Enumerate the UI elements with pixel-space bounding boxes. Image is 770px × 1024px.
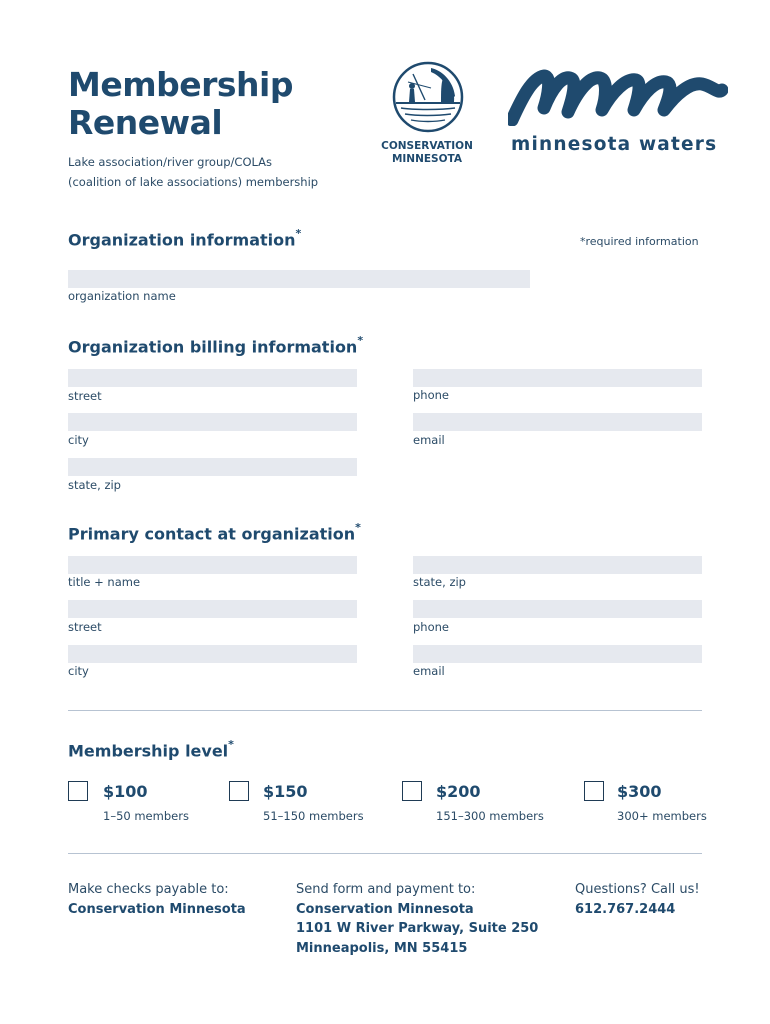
billing-phone-field[interactable] xyxy=(413,369,702,387)
level-members: 300+ members xyxy=(617,809,707,823)
page-title xyxy=(68,66,293,142)
send-street: 1101 W River Parkway, Suite 250 xyxy=(296,921,539,936)
checks-label: Make checks payable to: xyxy=(68,882,229,897)
contact-heading-text: Primary contact at organization xyxy=(68,524,356,544)
contact-street-label: street xyxy=(68,620,102,634)
cm-wordmark-line-2: MINNESOTA xyxy=(391,153,463,165)
minnesota-waters-wordmark: minnesota waters xyxy=(511,134,718,155)
level-price: $200 xyxy=(436,782,481,801)
required-note: *required information xyxy=(580,235,699,248)
level-price: $150 xyxy=(263,782,308,801)
required-asterisk: * xyxy=(228,738,234,751)
minnesota-waters-logo-icon xyxy=(508,68,728,126)
send-name: Conservation Minnesota xyxy=(296,901,474,917)
level-200-checkbox[interactable] xyxy=(402,781,422,801)
checks-block xyxy=(68,880,246,919)
billing-street-label: street xyxy=(68,389,102,403)
send-label: Send form and payment to: xyxy=(296,882,476,897)
level-300-checkbox[interactable] xyxy=(584,781,604,801)
questions-phone[interactable]: 612.767.2444 xyxy=(575,901,676,917)
contact-phone-label: phone xyxy=(413,620,449,634)
level-price: $300 xyxy=(617,782,662,801)
divider xyxy=(68,710,702,711)
billing-email-field[interactable] xyxy=(413,413,702,431)
org-info-heading-text: Organization information xyxy=(68,230,296,250)
contact-phone-field[interactable] xyxy=(413,600,702,618)
billing-heading-text: Organization billing information xyxy=(68,337,358,357)
contact-heading xyxy=(68,523,361,543)
level-100-checkbox[interactable] xyxy=(68,781,88,801)
contact-state-zip-label: state, zip xyxy=(413,575,466,589)
level-members: 1–50 members xyxy=(103,809,189,823)
title-line-1: Membership xyxy=(68,65,293,104)
contact-title-name-label: title + name xyxy=(68,575,141,589)
questions-label: Questions? Call us! xyxy=(575,882,700,897)
required-asterisk: * xyxy=(295,227,302,240)
contact-email-field[interactable] xyxy=(413,645,702,663)
membership-heading xyxy=(68,740,234,760)
billing-city-field[interactable] xyxy=(68,413,357,431)
level-price: $100 xyxy=(103,782,148,801)
billing-street-field[interactable] xyxy=(68,369,357,387)
org-name-field[interactable] xyxy=(68,270,530,288)
contact-street-field[interactable] xyxy=(68,600,357,618)
send-city: Minneapolis, MN 55415 xyxy=(296,940,468,956)
billing-state-zip-label: state, zip xyxy=(68,478,121,492)
billing-phone-label: phone xyxy=(413,388,449,402)
checks-payee: Conservation Minnesota xyxy=(68,901,246,917)
billing-heading xyxy=(68,336,363,356)
questions-block xyxy=(575,880,700,919)
org-info-heading xyxy=(68,229,301,249)
subtitle-line-2: (coalition of lake associations) membership xyxy=(68,175,319,189)
level-members: 51–150 members xyxy=(263,809,364,823)
subtitle-line-1: Lake association/river group/COLAs xyxy=(68,155,273,169)
title-line-2: Renewal xyxy=(68,103,223,142)
contact-email-label: email xyxy=(413,664,445,678)
level-150-checkbox[interactable] xyxy=(229,781,249,801)
divider xyxy=(68,853,702,854)
billing-state-zip-field[interactable] xyxy=(68,458,357,476)
conservation-minnesota-logo-icon xyxy=(391,60,465,134)
membership-heading-text: Membership level xyxy=(68,741,229,761)
org-name-label: organization name xyxy=(68,289,176,303)
contact-city-field[interactable] xyxy=(68,645,357,663)
required-asterisk: * xyxy=(357,334,364,347)
required-asterisk: * xyxy=(355,521,361,534)
contact-title-name-field[interactable] xyxy=(68,556,357,574)
billing-city-label: city xyxy=(68,433,89,447)
conservation-minnesota-wordmark xyxy=(372,140,482,166)
cm-wordmark-line-1: CONSERVATION xyxy=(381,140,473,152)
contact-city-label: city xyxy=(68,664,89,678)
level-members: 151–300 members xyxy=(436,809,544,823)
billing-email-label: email xyxy=(413,433,445,447)
send-block xyxy=(296,880,538,958)
contact-state-zip-field[interactable] xyxy=(413,556,702,574)
